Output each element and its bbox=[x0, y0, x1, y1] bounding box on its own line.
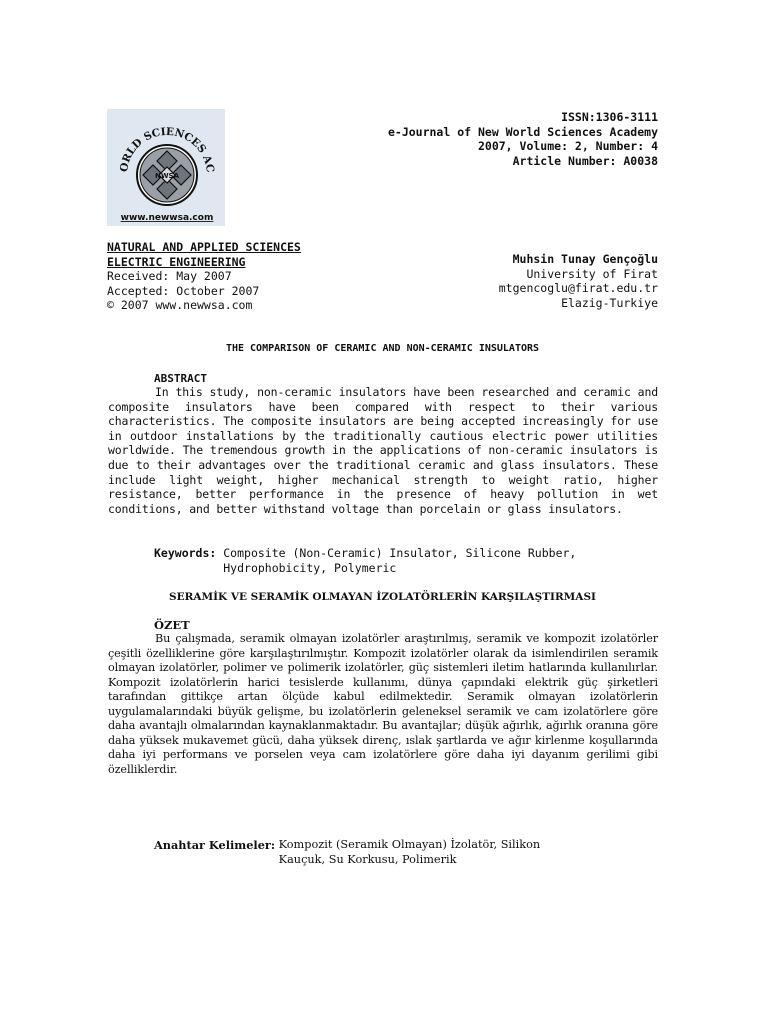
issn: ISSN:1306-3111 bbox=[561, 110, 658, 124]
author-name: Muhsin Tunay Gençoğlu bbox=[512, 252, 658, 266]
author-email: mtgencoglu@firat.edu.tr bbox=[498, 281, 658, 296]
article-number: Article Number: A0038 bbox=[512, 153, 658, 168]
keywords-line-2: Hydrophobicity, Polymeric bbox=[223, 560, 397, 575]
nwsa-logo bbox=[107, 109, 225, 226]
section-field: NATURAL AND APPLIED SCIENCES bbox=[107, 240, 301, 254]
accepted-date: Accepted: October 2007 bbox=[107, 283, 260, 298]
section-subfield: ELECTRIC ENGINEERING bbox=[107, 254, 246, 269]
keywords-label: Keywords: bbox=[154, 546, 217, 560]
copyright: © 2007 www.newwsa.com bbox=[107, 298, 253, 313]
abstract-text: In this study, non-ceramic insulators have been researched and ceramic and composite insulators have been compared with respect to their various characteristics. The composite insulators are being accepted increasingly for use in outdoor installations by the traditionally cautious electric power utilities worldwide. The tremendous growth in the applications of non-ceramic insulators is due to their advantages over the traditional ceramic and glass insulators. These include light weight, higher mechanical strength to weight ratio, higher resistance, better performance in the presence of heavy pollution in wet conditions, and better withstand voltage than porcelain or glass insulators. bbox=[108, 385, 658, 516]
author-university: University of Firat bbox=[526, 266, 658, 281]
section-info bbox=[107, 240, 367, 313]
anahtar-line-2: Kauçuk, Su Korkusu, Polimerik bbox=[278, 852, 457, 866]
received-date: Received: May 2007 bbox=[107, 269, 232, 284]
logo-center-text: NWSA bbox=[154, 172, 180, 180]
abstract-heading: ABSTRACT bbox=[154, 372, 207, 385]
author-location: Elazig-Turkiye bbox=[561, 295, 658, 310]
anahtar-kelimeler-label: Anahtar Kelimeler: bbox=[154, 838, 276, 852]
keywords-english bbox=[154, 546, 658, 575]
ozet-heading: ÖZET bbox=[154, 618, 190, 632]
logo-ring-text: ORLD SCIENCES AC bbox=[117, 125, 217, 174]
keywords-line-1: Composite (Non-Ceramic) Insulator, Silicone Rubber, bbox=[223, 546, 577, 560]
author-info bbox=[400, 252, 658, 310]
journal-name: e-Journal of New World Sciences Academy bbox=[387, 124, 658, 139]
nwsa-emblem-icon bbox=[107, 109, 225, 226]
ozet-text: Bu çalışmada, seramik olmayan izolatörler araştırılmış, seramik ve kompozit izolatörler çeşitli özelliklerine göre karşılaştırılmıştır. Kompozit izolatörler olarak da isimlendirilen seramik olmayan izolatörler, polimer ve polimerik izolatörler, güç sistemleri iletim hatlarında kullanılırlar. Kompozit izolatörlerin harici tesislerde kullanımı, dünya çapındaki elektrik güç şirketleri tarafından gittikçe artan ölçüde kabul edilmektedir. Seramik olmayan izolatörlerin uygulamalarındaki büyük gelişme, bu izolatörlerin geleneksel seramik ve cam izolatörlere göre daha avantajlı olmalarından kaynaklanmaktadır. Bu avantajlar; düşük ağırlık, ağırlık oranına göre daha yüksek mukavemet gücü, daha yüksek direnç, ıslak şartlarda ve ağır kirlenme koşullarında daha iyi performans ve porselen veya cam izolatörlere göre daha iyi dayanım gerilimi gibi özelliklerdir. bbox=[108, 632, 658, 776]
anahtar-line-1: Kompozit (Seramik Olmayan) İzolatör, Silikon bbox=[278, 838, 541, 851]
paper-title-turkish: SERAMİK VE SERAMİK OLMAYAN İZOLATÖRLERİN KARŞILAŞTIRMASI bbox=[169, 591, 596, 603]
logo-url-text: www.newwsa.com bbox=[120, 213, 214, 223]
journal-header bbox=[300, 110, 658, 168]
journal-volume: 2007, Volume: 2, Number: 4 bbox=[477, 139, 658, 154]
paper-title-english: THE COMPARISON OF CERAMIC AND NON-CERAMIC INSULATORS bbox=[225, 343, 540, 354]
keywords-turkish bbox=[154, 838, 658, 867]
